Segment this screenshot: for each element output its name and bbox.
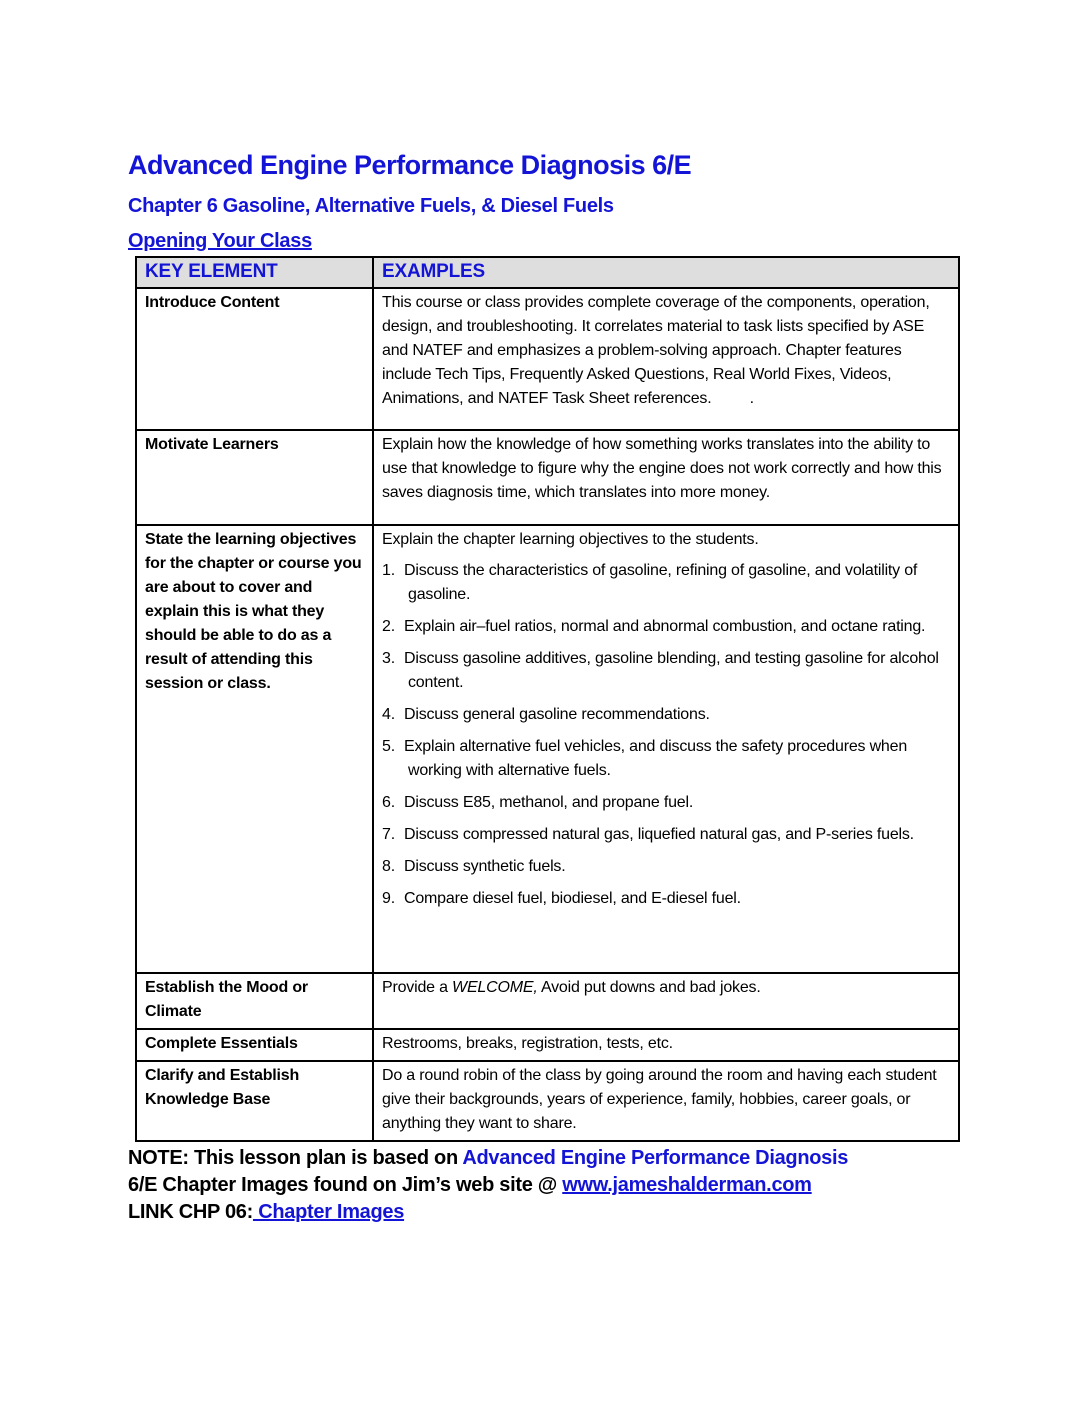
objective-number: 3. (382, 650, 395, 667)
objective-text: Explain alternative fuel vehicles, and discuss the safety procedures when working with alternative fuels. (404, 738, 908, 779)
table-header-examples: EXAMPLES (373, 257, 959, 288)
objective-number: 7. (382, 826, 395, 843)
link-chp-label: LINK CHP 06: (128, 1201, 253, 1223)
example-cell-complete-essentials: Restrooms, breaks, registration, tests, etc. (373, 1029, 959, 1061)
table-header-row (136, 257, 959, 288)
lesson-plan-page (128, 150, 960, 1226)
objective-text: Explain air–fuel ratios, normal and abnormal combustion, and octane rating. (404, 618, 926, 635)
note-line-2 (128, 1172, 960, 1199)
objective-number: 5. (382, 738, 395, 755)
objective-text: Discuss synthetic fuels. (404, 858, 566, 875)
objective-item (382, 703, 950, 727)
key-cell-complete-essentials: Complete Essentials (136, 1029, 373, 1061)
chapter-images-link[interactable]: Chapter Images (252, 1201, 405, 1223)
website-link[interactable]: www.jameshalderman.com (562, 1174, 812, 1196)
table-row-introduce-content (136, 288, 959, 430)
mood-text-welcome: WELCOME, (452, 979, 538, 996)
objective-text: Discuss general gasoline recommendations. (404, 706, 710, 723)
note-paragraph (128, 1145, 960, 1226)
mood-text-suffix: Avoid put downs and bad jokes. (537, 979, 761, 996)
table-row-complete-essentials (136, 1029, 959, 1061)
table-header-key-element: KEY ELEMENT (136, 257, 373, 288)
lesson-plan-table (135, 256, 960, 1142)
objective-text: Discuss gasoline additives, gasoline blending, and testing gasoline for alcohol content. (404, 650, 939, 691)
key-cell-introduce-content: Introduce Content (136, 288, 373, 430)
key-cell-learning-objectives: State the learning objectives for the chapter or course you are about to cover and explain this is what they should be able to do as a result of attending this session or class. (136, 525, 373, 973)
mood-text-prefix: Provide a (382, 979, 453, 996)
objective-item (382, 615, 950, 639)
example-cell-introduce-content: This course or class provides complete coverage of the components, operation, design, and troubleshooting. It correlates material to task lists specified by ASE and NATEF and emphasizes a problem-solving approach. Chapter features include Tech Tips, Frequently Asked Questions, Real World Fixes, Videos, Animations, and NATEF Task Sheet references. . (373, 288, 959, 430)
key-cell-clarify-knowledge-base: Clarify and Establish Knowledge Base (136, 1061, 373, 1141)
objective-item (382, 791, 950, 815)
example-cell-clarify-knowledge-base: Do a round robin of the class by going around the room and having each student give their backgrounds, years of experience, family, hobbies, career goals, or anything they want to share. (373, 1061, 959, 1141)
objective-item (382, 887, 950, 911)
page-title: Advanced Engine Performance Diagnosis 6/E (128, 150, 692, 180)
example-cell-learning-objectives (373, 525, 959, 973)
key-cell-motivate-learners: Motivate Learners (136, 430, 373, 525)
chapter-subtitle: Chapter 6 Gasoline, Alternative Fuels, & Diesel Fuels (128, 195, 614, 217)
section-heading: Opening Your Class (128, 230, 312, 252)
table-row-learning-objectives (136, 525, 959, 973)
objective-item (382, 647, 950, 695)
objective-number: 6. (382, 794, 395, 811)
key-cell-establish-mood: Establish the Mood or Climate (136, 973, 373, 1029)
table-row-clarify-knowledge-base (136, 1061, 959, 1141)
table-row-establish-mood (136, 973, 959, 1029)
objective-number: 2. (382, 618, 395, 635)
note-book-title: Advanced Engine Performance Diagnosis (462, 1147, 849, 1169)
objective-text: Discuss compressed natural gas, liquefied natural gas, and P-series fuels. (404, 826, 914, 843)
objective-text: Compare diesel fuel, biodiesel, and E-diesel fuel. (404, 890, 741, 907)
note-text: 6/E Chapter Images found on Jim’s web site @ (128, 1174, 563, 1196)
note-text: NOTE: This lesson plan is based on (128, 1147, 463, 1169)
table-row-motivate-learners (136, 430, 959, 525)
objective-number: 4. (382, 706, 395, 723)
example-cell-establish-mood (373, 973, 959, 1029)
note-line-1 (128, 1145, 960, 1172)
objective-item (382, 735, 950, 783)
objective-item (382, 855, 950, 879)
objective-number: 8. (382, 858, 395, 875)
objective-item (382, 823, 950, 847)
objective-text: Discuss E85, methanol, and propane fuel. (404, 794, 694, 811)
objective-item (382, 559, 950, 607)
objective-number: 1. (382, 562, 395, 579)
objective-number: 9. (382, 890, 395, 907)
objective-text: Discuss the characteristics of gasoline, refining of gasoline, and volatility of gasoline. (404, 562, 918, 603)
note-line-3 (128, 1199, 960, 1226)
example-cell-motivate-learners: Explain how the knowledge of how something works translates into the ability to use that knowledge to figure why the engine does not work correctly and how this saves diagnosis time, which translates into more money. (373, 430, 959, 525)
objectives-intro: Explain the chapter learning objectives to the students. (382, 531, 759, 548)
